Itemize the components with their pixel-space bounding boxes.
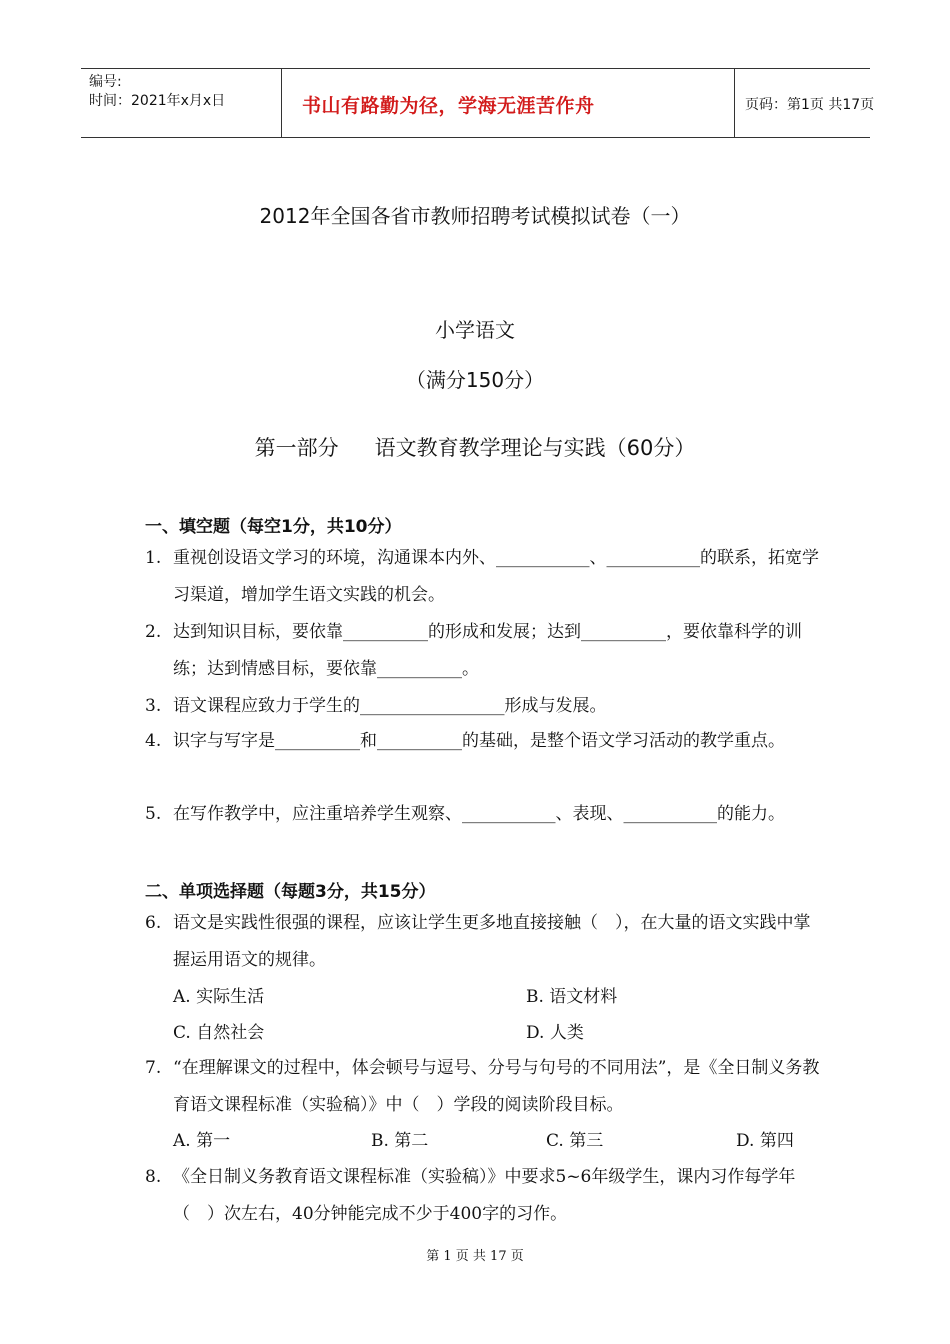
question-number: 5. [145,804,162,824]
question-text: 达到知识目标，要依靠__________的形成和发展；达到__________，要依靠科学的训练；达到情感目标，要依靠__________。 [173,622,802,679]
question-1 [145,540,825,614]
question-6 [145,905,825,979]
option-c: C. 第三 [546,1131,604,1151]
part-title: 语文教育教学理论与实践（60分） [374,436,696,460]
question-3 [145,688,825,725]
question-number: 6. [145,913,162,933]
option-d: D. 人类 [526,1023,584,1043]
question-number: 3. [145,696,162,716]
question-number: 2. [145,622,162,642]
part-heading [0,432,950,462]
question-4 [145,723,825,760]
question-number: 7. [145,1058,162,1078]
page-header [81,68,875,138]
question-7-options [173,1123,833,1159]
option-a: A. 第一 [173,1131,231,1151]
question-2 [145,614,825,688]
question-text: “在理解课文的过程中，体会顿号与逗号、分号与句号的不同用法”，是《全日制义务教育语文课程标准（实验稿）》中（ ）学段的阅读阶段目标。 [173,1058,820,1115]
question-7 [145,1050,825,1124]
section-fill-blank: 一、填空题（每空1分，共10分） [145,517,402,537]
header-page-info: 页码：第1页 共17页 [745,97,875,113]
option-c: C. 自然社会 [173,1023,265,1043]
section-single-choice: 二、单项选择题（每题3分，共15分） [145,882,436,902]
exam-full-score: （满分150分） [405,368,545,392]
question-6-options [173,979,833,1051]
question-text: 在写作教学中，应注重培养学生观察、___________、表现、___________的能力。 [173,804,785,824]
option-d: D. 第四 [736,1131,794,1151]
option-b: B. 第二 [371,1131,429,1151]
header-motto-cell [281,69,735,137]
header-meta [81,69,281,137]
option-a: A. 实际生活 [173,987,265,1007]
doc-time-label: 时间：2021年x月x日 [89,93,226,109]
doc-number-label: 编号: [89,74,122,90]
question-8 [145,1159,825,1233]
question-text: 重视创设语文学习的环境，沟通课本内外、___________、___________的联系，拓宽学习渠道，增加学生语文实践的机会。 [173,548,819,605]
exam-subject: 小学语文 [435,318,515,342]
question-number: 1. [145,548,162,568]
question-number: 8. [145,1167,162,1187]
page-footer: 第 1 页 共 17 页 [426,1249,524,1264]
question-5 [145,796,825,833]
header-motto: 书山有路勤为径，学海无涯苦作舟 [302,95,595,117]
question-text: 语文是实践性很强的课程，应该让学生更多地直接接触（ ），在大量的语文实践中掌握运用语文的规律。 [173,913,811,970]
exam-title: 2012年全国各省市教师招聘考试模拟试卷（一） [259,204,691,228]
question-text: 《全日制义务教育语文课程标准（实验稿）》中要求5~6年级学生，课内习作每学年（ ）次左右，40分钟能完成不少于400字的习作。 [173,1167,796,1224]
option-b: B. 语文材料 [526,987,618,1007]
part-label: 第一部分 [254,436,339,460]
question-text: 语文课程应致力于学生的_________________形成与发展。 [173,696,607,716]
header-page-cell [735,69,875,137]
question-number: 4. [145,731,162,751]
question-text: 识字与写字是__________和__________的基础，是整个语文学习活动的教学重点。 [173,731,785,751]
